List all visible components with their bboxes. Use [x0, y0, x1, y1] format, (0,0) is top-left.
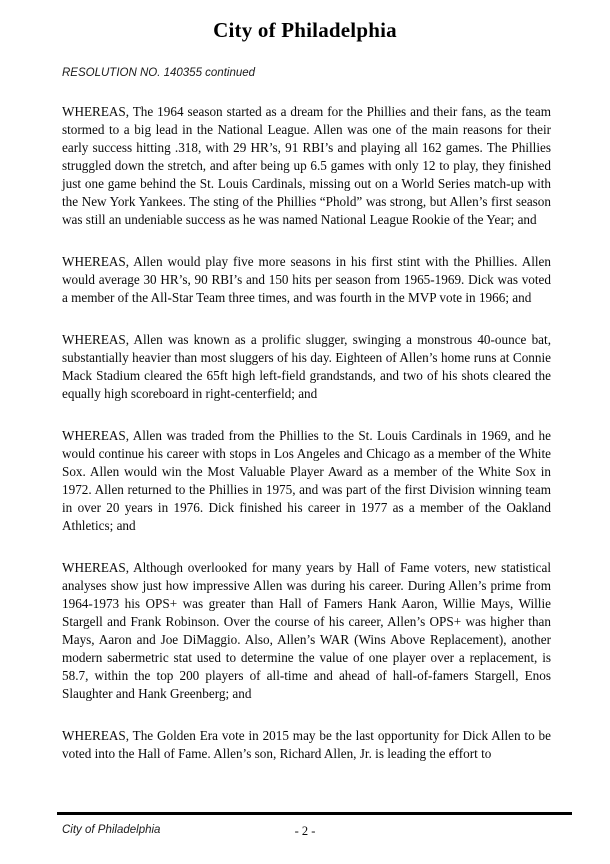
whereas-paragraph-5: WHEREAS, Although overlooked for many years by Hall of Fame voters, new statistical analyses show just how impressive Allen was during his career. During Allen’s prime from 1964-1973 his OPS+ was greater than Hall of Famers Hank Aaron, Willie Mays, Willie Stargell and Frank Robinson. Over the course of his career, Allen’s OPS+ was higher than Mays, Aaron and Joe DiMaggio. Also, Allen’s WAR (Wins Above Replacement), another modern sabermetric stat used to determine the value of one player over a replacement, is 58.7, within the top 200 players of all-time and ahead of hall-of-famers Stargell, Enos Slaughter and Hank Greenberg; and [62, 560, 551, 701]
footer-document-name: City of Philadelphia [62, 824, 161, 836]
whereas-paragraph-2: WHEREAS, Allen would play five more seasons in his first stint with the Phillies. Allen would average 30 HR’s, 90 RBI’s and 150 hits per season from 1965-1969. Dick was voted a member of the All-Star Team three times, and was fourth in the MVP vote in 1966; and [62, 254, 551, 305]
whereas-paragraph-4: WHEREAS, Allen was traded from the Phillies to the St. Louis Cardinals in 1969, and he would continue his career with stops in Los Angeles and Chicago as a member of the White Sox. Allen would win the Most Valuable Player Award as a member of the White Sox in 1972. Allen returned to the Phillies in 1975, and was part of the first Division winning team in over 20 years in 1976. Dick finished his career in 1977 as a member of the Oakland Athletics; and [62, 428, 551, 533]
whereas-paragraph-3: WHEREAS, Allen was known as a prolific slugger, swinging a monstrous 40-ounce bat, substantially heavier than most sluggers of his day. Eighteen of Allen’s home runs at Connie Mack Stadium cleared the 65ft high left-field grandstands, and two of his shots cleared the equally high scoreboard in right-centerfield; and [62, 332, 551, 401]
whereas-paragraph-1: WHEREAS, The 1964 season started as a dream for the Phillies and their fans, as the team stormed to a big lead in the National League. Allen was one of the main reasons for their early success hitting .318, with 29 HR’s, 91 RBI’s and playing all 162 games. The Phillies struggled down the stretch, and after being up 6.5 games with only 12 to play, they finished just one game behind the St. Louis Cardinals, missing out on a World Series match-up with the New York Yankees. The sting of the Phillies “Phold” was strong, but Allen’s first season was still an undeniable success as he was named National League Rookie of the Year; and [62, 104, 551, 227]
resolution-body [62, 103, 551, 787]
whereas-paragraph-6: WHEREAS, The Golden Era vote in 2015 may be the last opportunity for Dick Allen to be voted into the Hall of Fame. Allen’s son, Richard Allen, Jr. is leading the effort to [62, 728, 551, 761]
footer-divider [57, 812, 572, 815]
resolution-header: RESOLUTION NO. 140355 continued [62, 67, 256, 79]
page-title: City of Philadelphia [213, 18, 397, 42]
footer-page-number: - 2 - [294, 824, 316, 838]
